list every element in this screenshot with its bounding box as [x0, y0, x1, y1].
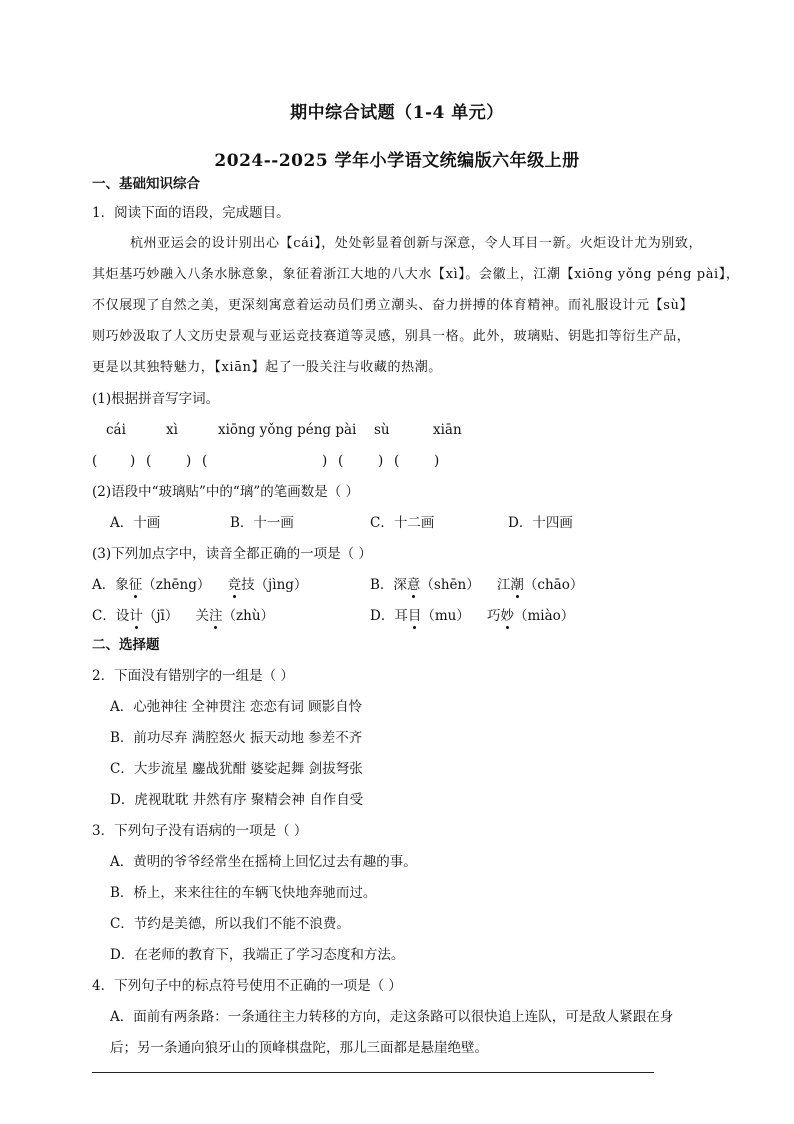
option-pinyin: （chāo）	[523, 577, 584, 593]
dotted-char: 目	[407, 608, 422, 624]
option-pinyin: （zhù）	[222, 608, 275, 624]
blank-3-open[interactable]: (	[202, 453, 208, 469]
option-word-char: 设	[115, 608, 130, 624]
option-pinyin: （mu）	[421, 608, 470, 624]
dotted-char: 潮	[510, 577, 524, 593]
section-heading-basic: 一、基础知识综合	[92, 176, 200, 192]
q4-option-a-line-1[interactable]: A．面前有两条路：一条通往主力转移的方向，走这条路可以很快追上连队，可是敌人紧跟在身	[110, 1009, 674, 1025]
sub3-option-c[interactable]	[92, 608, 274, 624]
dotted-char: 意	[406, 577, 421, 593]
option-letter: A．	[92, 577, 116, 593]
dotted-char: 注	[209, 608, 223, 624]
passage-line-3: 不仅展现了自然之美，更深刻寓意着运动员们勇立潮头、奋力拼搏的体育精神。而礼服设计元【sù】	[92, 298, 694, 313]
sub3-option-b[interactable]	[370, 577, 583, 593]
blank-5-open[interactable]: (	[394, 453, 400, 469]
option-letter: D．	[370, 608, 395, 624]
sub2-option-a[interactable]: A．十画	[110, 515, 161, 531]
q4-option-a-line-2: 后；另一条通向狼牙山的顶峰棋盘陀，那儿三面都是悬崖绝壁。	[110, 1040, 488, 1056]
option-word-char: 象	[115, 577, 129, 593]
blank-2-close: )	[186, 453, 192, 469]
q2-option-b[interactable]: B．前功尽弃 满腔怒火 振天动地 参差不齐	[110, 730, 363, 746]
passage-line-4: 则巧妙汲取了人文历史景观与亚运竞技赛道等灵感，别具一格。此外，玻璃贴、钥匙扣等衍生产品，	[92, 329, 691, 344]
sub2-option-b[interactable]: B．十一画	[230, 515, 294, 531]
passage-line-1: 杭州亚运会的设计别出心【cái】，处处彰显着创新与深意，令人耳目一新。火炬设计尤为别致，	[130, 236, 703, 251]
dotted-char: 妙	[500, 608, 514, 624]
dotted-char: 计	[129, 608, 143, 624]
footer-divider	[92, 1072, 654, 1073]
pinyin-xian: xiān	[433, 422, 462, 438]
dotted-char: 竞	[227, 577, 242, 593]
option-letter: C．	[92, 608, 116, 624]
sub3-option-a[interactable]	[92, 577, 307, 593]
option-pinyin: （jī）	[142, 608, 179, 624]
blank-1-open[interactable]: (	[92, 453, 98, 469]
sub3-option-d[interactable]	[370, 608, 574, 624]
blank-1-close: )	[130, 453, 136, 469]
dotted-char: 征	[128, 577, 143, 593]
blank-5-close: )	[434, 453, 440, 469]
exam-title: 期中综合试题（1-4 单元）	[290, 103, 504, 123]
option-word-char: 江	[496, 577, 511, 593]
option-word-char: 技	[241, 577, 255, 593]
blank-4-close: )	[378, 453, 384, 469]
option-pinyin: （jìng）	[254, 577, 308, 593]
passage-line-2: 其炬基巧妙融入八条水脉意象，象征着浙江大地的八大水【xì】。会徽上，江潮【xiōng yǒng péng pài】，	[92, 267, 740, 282]
option-pinyin: （miào）	[514, 608, 575, 624]
q3-option-b[interactable]: B．桥上，来来往往的车辆飞快地奔驰而过。	[110, 885, 377, 901]
option-word-char: 关	[195, 608, 210, 624]
blank-2-open[interactable]: (	[146, 453, 152, 469]
option-pinyin: （zhēng）	[142, 577, 211, 593]
sub-question-3: (3)下列加点字中，读音全都正确的一项是（ ）	[92, 546, 372, 562]
exam-subtitle: 2024--2025 学年小学语文统编版六年级上册	[214, 151, 580, 171]
q2-option-c[interactable]: C．大步流星 鏖战犹酣 婆娑起舞 剑拔弩张	[110, 761, 363, 777]
passage-line-5: 更是以其独特魅力，【xiān】起了一股关注与收藏的热潮。	[92, 360, 442, 375]
question-2-stem: 2．下面没有错别字的一组是（ ）	[92, 668, 294, 684]
pinyin-xi: xì	[166, 422, 178, 438]
option-letter: B．	[370, 577, 394, 593]
sub-question-2: (2)语段中“玻璃贴”中的“璃”的笔画数是（ ）	[92, 484, 360, 500]
option-word-char: 耳	[394, 608, 408, 624]
blank-4-open[interactable]: (	[338, 453, 344, 469]
q2-option-d[interactable]: D．虎视耽耽 井然有序 聚精会神 自作自受	[110, 792, 364, 808]
pinyin-cai: cái	[106, 422, 126, 438]
pinyin-xiongyongpengpai: xiōng yǒng péng pài	[218, 422, 357, 438]
q3-option-a[interactable]: A．黄明的爷爷经常坐在摇椅上回忆过去有趣的事。	[110, 854, 417, 870]
option-pinyin: （shēn）	[420, 577, 480, 593]
sub-question-1: (1)根据拼音写字词。	[92, 391, 220, 407]
question-3-stem: 3．下列句子没有语病的一项是（ ）	[92, 823, 308, 839]
question-4-stem: 4．下列句子中的标点符号使用不正确的一项是（ ）	[92, 978, 402, 994]
pinyin-su: sù	[374, 422, 390, 438]
blank-3-close: )	[322, 453, 328, 469]
option-word-char: 巧	[487, 608, 501, 624]
section-heading-choice: 二、选择题	[92, 637, 160, 653]
option-word-char: 深	[393, 577, 407, 593]
question-1-stem: 1．阅读下面的语段，完成题目。	[92, 205, 290, 221]
sub2-option-d[interactable]: D．十四画	[508, 515, 573, 531]
q2-option-a[interactable]: A．心弛神往 全神贯注 恋恋有词 顾影自怜	[110, 699, 363, 715]
q3-option-d[interactable]: D．在老师的教育下，我端正了学习态度和方法。	[110, 947, 405, 963]
q3-option-c[interactable]: C．节约是美德，所以我们不能不浪费。	[110, 916, 350, 932]
sub2-option-c[interactable]: C．十二画	[370, 515, 435, 531]
